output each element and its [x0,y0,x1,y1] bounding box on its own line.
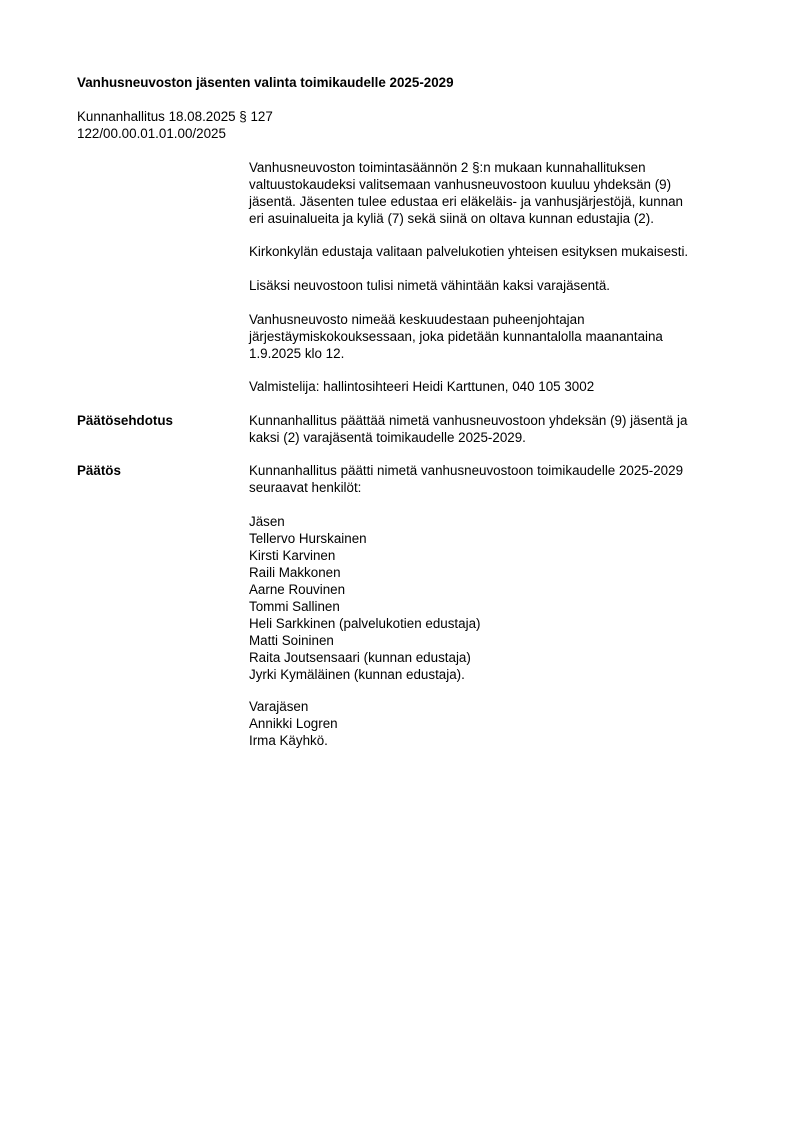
paragraph-line: järjestäymiskokouksessaan, joka pidetään kunnantalolla maanantaina [249,329,663,344]
list-item: Annikki Logren [249,716,338,731]
paragraph-village [249,243,749,260]
list-item: Raili Makkonen [249,565,341,580]
paragraph-meeting [249,311,749,362]
proposal-text [249,412,749,446]
paragraph-line: Kunnanhallitus päättää nimetä vanhusneuvostoon yhdeksän (9) jäsentä ja [249,413,688,428]
members-list [249,513,749,683]
paragraph-deputies [249,277,749,294]
paragraph-line: Vanhusneuvosto nimeää keskuudestaan puheenjohtajan [249,312,585,327]
paragraph-line: Lisäksi neuvostoon tulisi nimetä vähintään kaksi varajäsentä. [249,278,611,293]
paragraph-line: jäsentä. Jäsenten tulee edustaa eri eläkeläis- ja vanhusjärjestöjä, kunnan [249,194,683,209]
paragraph-line: Vanhusneuvoston toimintasäännön 2 §:n mukaan kunnahallituksen [249,160,646,175]
members-heading: Jäsen [249,514,285,529]
list-item: Tommi Sallinen [249,599,340,614]
list-item: Raita Joutsensaari (kunnan edustaja) [249,650,471,665]
list-item: Heli Sarkkinen (palvelukotien edustaja) [249,616,481,631]
list-item: Matti Soininen [249,633,334,648]
paragraph-line: Valmistelija: hallintosihteeri Heidi Karttunen, 040 105 3002 [249,379,595,394]
deputies-list [249,698,749,749]
list-item: Kirsti Karvinen [249,548,336,563]
meeting-line: Kunnanhallitus 18.08.2025 § 127 [77,109,273,124]
paragraph-line: valtuustokaudeksi valitsemaan vanhusneuvostoon kuuluu yhdeksän (9) [249,177,672,192]
paragraph-line: kaksi (2) varajäsentä toimikaudelle 2025-2029. [249,430,526,445]
paragraph-preparer [249,378,749,395]
paragraph-line: Kunnanhallitus päätti nimetä vanhusneuvostoon toimikaudelle 2025-2029 [249,463,684,478]
list-item: Tellervo Hurskainen [249,531,367,546]
list-item: Irma Käyhkö. [249,733,328,748]
proposal-label: Päätösehdotus [77,413,173,428]
decision-label: Päätös [77,463,121,478]
list-item: Jyrki Kymäläinen (kunnan edustaja). [249,667,465,682]
paragraph-line: Kirkonkylän edustaja valitaan palvelukotien yhteisen esityksen mukaisesti. [249,244,689,259]
meeting-reference [77,108,273,142]
record-number: 122/00.00.01.01.00/2025 [77,126,226,141]
paragraph-line: eri asuinalueita ja kyliä (7) sekä siinä on oltava kunnan edustajia (2). [249,211,654,226]
deputies-heading: Varajäsen [249,699,309,714]
paragraph-line: 1.9.2025 klo 12. [249,346,345,361]
paragraph-rules [249,159,749,227]
document-title: Vanhusneuvoston jäsenten valinta toimikaudelle 2025-2029 [77,75,454,90]
list-item: Aarne Rouvinen [249,582,346,597]
paragraph-line: seuraavat henkilöt: [249,480,362,495]
decision-text [249,462,749,496]
